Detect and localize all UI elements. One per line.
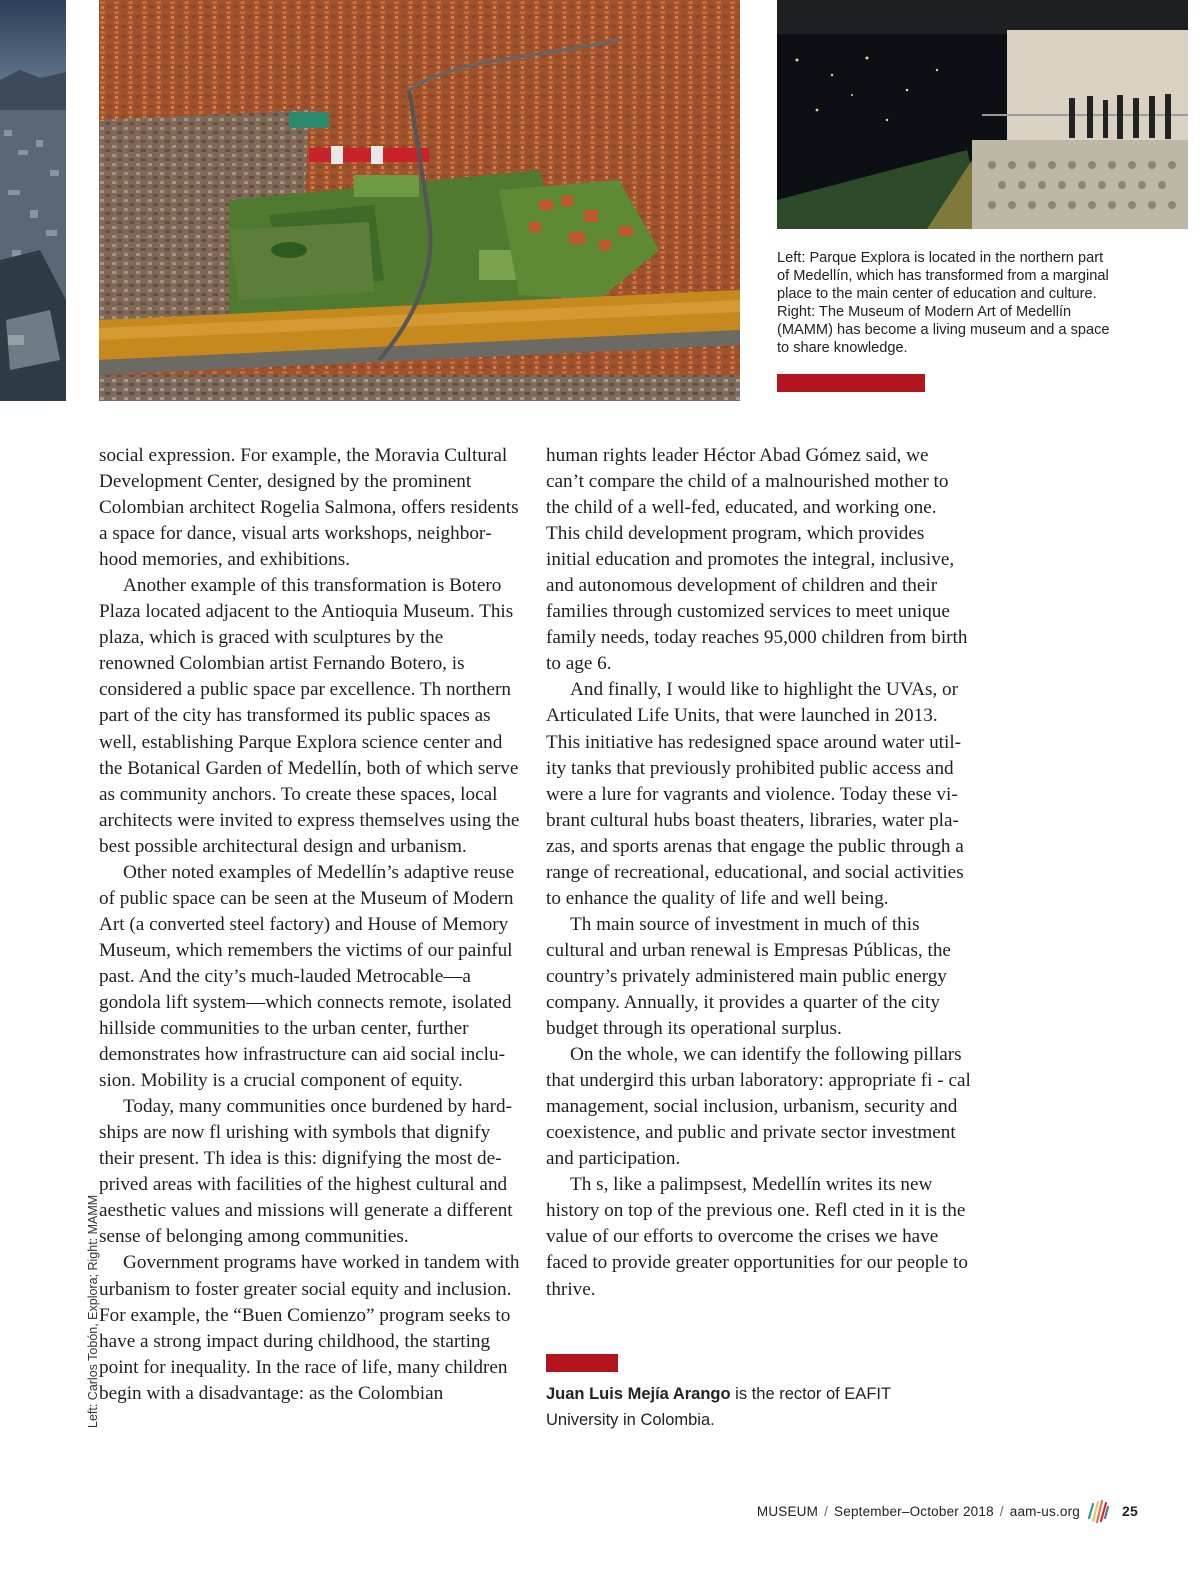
paragraph: Th s, like a palimpsest, Medellín writes its new history on top of the previous one. Refl cted in it is the value of our efforts to overcome the crises we have faced to provide greater opportunities for our people to thrive. — [546, 1174, 968, 1300]
paragraph: Th main source of investment in much of this cultural and urban renewal is Empresas Públicas, the country’s privately administered main public energy company. Annually, it provides a quarter of the city budget through its operational surplus. — [546, 913, 951, 1040]
photo-museum-modern-art — [777, 0, 1188, 229]
author-accent-bar — [546, 1354, 618, 1372]
article-column-left — [99, 443, 521, 1407]
footer-separator: / — [824, 1503, 829, 1519]
paragraph: On the whole, we can identify the following pillars that undergird this urban laboratory: appropriate fi - cal management, social inclusion, urbanism, security and coexistence, and public and private sector investment and participation. — [546, 1044, 971, 1170]
paragraph: social expression. For example, the Moravia Cultural Development Center, designed by the prominent Colombian architect Rogelia Salmona, offers residents a space for dance, visual arts workshops, neighborhood memories, and exhibitions. — [99, 445, 519, 571]
page-number: 25 — [1122, 1503, 1138, 1519]
photo-credit: Left: Carlos Tobón, Explora; Right: MAMM — [86, 1194, 100, 1428]
website-link[interactable]: aam-us.org — [1009, 1503, 1081, 1519]
paragraph: Another example of this transformation is Botero Plaza located adjacent to the Antioquia Museum. This plaza, which is graced with sculptures by the renowned Colombian artist Fernando Botero, is considered a public space par excellence. Th northern part of the city has transformed its public spaces as well, establishing Parque Explora science center and the Botanical Garden of Medellín, both of which serve as community anchors. To create these spaces, local architects were invited to express themselves using the best possible architectural design and urbanism. — [99, 575, 520, 857]
paragraph: Government programs have worked in tandem with urbanism to foster greater social equity and inclusion. For example, the “Buen Comienzo” program seeks to have a strong impact during childhood, the starting point for inequality. In the race of life, many children begin with a disadvantage: as the Colombian — [99, 1252, 520, 1404]
photo-aerial-parque-explora — [99, 0, 740, 401]
author-description: is the rector of EAFIT University in Colombia. — [546, 1385, 891, 1429]
aam-logo-icon — [1086, 1498, 1110, 1524]
article-column-right — [546, 443, 971, 1303]
author-name: Juan Luis Mejía Arango — [546, 1385, 731, 1403]
page-footer — [757, 1498, 1138, 1524]
paragraph: Today, many communities once burdened by hardships are now fl urishing with symbols that dignify their present. Th idea is this: dignifying the most deprived areas with facilities of the highest cultural and aesthetic values and missions will generate a different sense of belonging among communities. — [99, 1096, 513, 1248]
publication-name: MUSEUM — [756, 1503, 819, 1519]
paragraph: Other noted examples of Medellín’s adaptive reuse of public space can be seen at the Museum of Modern Art (a converted steel factory) and House of Memory Museum, which remembers the victims of our painful past. And the city’s much-lauded Metrocable—a gondola lift system—which connects remote, isolated hillside communities to the urban center, further demonstrates how infrastructure can aid social inclusion. Mobility is a crucial component of equity. — [99, 861, 515, 1092]
photo-caption — [777, 249, 1117, 358]
paragraph: And finally, I would like to highlight the UVAs, or Articulated Life Units, that were launched in 2013. This initiative has redesigned space around water utility tanks that previously prohibited public access and were a lure for vagrants and violence. Today these vibrant cultural hubs boast theaters, libraries, water plazas, and sports arenas that engage the public through a range of recreational, educational, and social activities to enhance the quality of life and well being. — [546, 679, 964, 909]
issue-date: September–October 2018 — [834, 1503, 994, 1519]
caption-accent-bar — [777, 374, 925, 392]
caption-text: Left: Parque Explora is located in the northern part of Medellín, which has transformed from a marginal place to the main center of education and culture. Right: The Museum of Modern Art of Medellín (MAMM) has become a living museum and a space to share knowledge. — [777, 250, 1110, 357]
author-bio — [546, 1381, 946, 1433]
paragraph: human rights leader Héctor Abad Gómez said, we can’t compare the child of a malnourished mother to the child of a well-fed, educated, and working one. This child development program, which provides initial education and promotes the integral, inclusive, and autonomous development of children and their families through customized services to meet unique family needs, today reaches 95,000 children from birth to age 6. — [546, 445, 968, 675]
footer-separator: / — [999, 1503, 1004, 1519]
photo-left-strip — [0, 0, 66, 401]
